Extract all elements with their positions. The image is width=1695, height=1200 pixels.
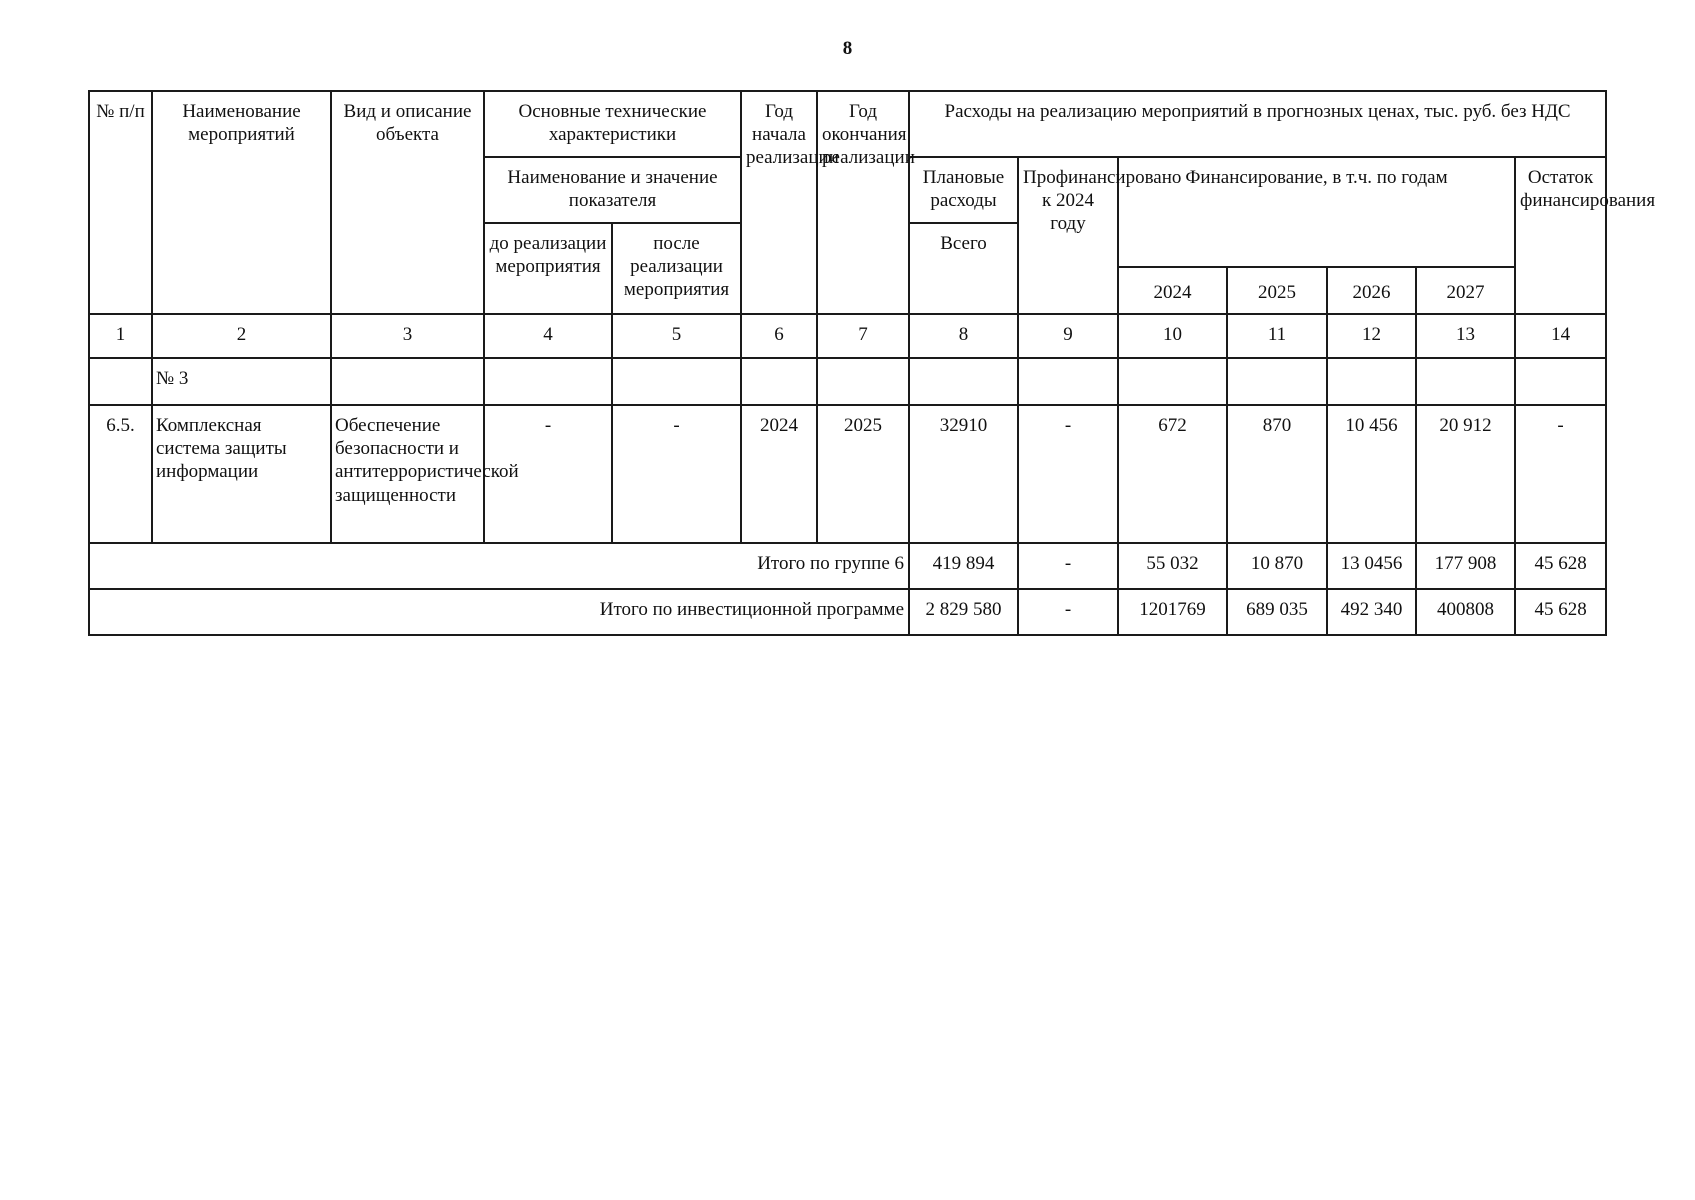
total-row-program bbox=[89, 589, 1606, 635]
row-number: 6.5. bbox=[89, 405, 152, 543]
row-planned-total: 32910 bbox=[909, 405, 1018, 543]
header-number: № п/п bbox=[89, 91, 152, 314]
column-number: 10 bbox=[1118, 314, 1227, 358]
header-year-2024: 2024 bbox=[1118, 267, 1227, 314]
group-label: № 3 bbox=[152, 358, 331, 405]
header-financing: Финансирование, в т.ч. по годам bbox=[1118, 157, 1515, 267]
header-year-start: Год начала реализации bbox=[741, 91, 817, 314]
header-year-end: Год окончания реализации bbox=[817, 91, 909, 314]
header-year-2025: 2025 bbox=[1227, 267, 1327, 314]
column-number: 1 bbox=[89, 314, 152, 358]
total-program-2026: 492 340 bbox=[1327, 589, 1416, 635]
column-number: 14 bbox=[1515, 314, 1606, 358]
total-program-2024: 1201769 bbox=[1118, 589, 1227, 635]
header-remaining: Остаток финансирования bbox=[1515, 157, 1606, 314]
row-2025: 870 bbox=[1227, 405, 1327, 543]
row-remaining: - bbox=[1515, 405, 1606, 543]
column-number: 13 bbox=[1416, 314, 1515, 358]
column-number: 6 bbox=[741, 314, 817, 358]
total-group-2024: 55 032 bbox=[1118, 543, 1227, 589]
total-group-planned: 419 894 bbox=[909, 543, 1018, 589]
total-group-2027: 177 908 bbox=[1416, 543, 1515, 589]
header-expenses: Расходы на реализацию мероприятий в прогнозных ценах, тыс. руб. без НДС bbox=[909, 91, 1606, 157]
total-group-remaining: 45 628 bbox=[1515, 543, 1606, 589]
row-year-end: 2025 bbox=[817, 405, 909, 543]
group-row bbox=[89, 358, 1606, 405]
column-number: 8 bbox=[909, 314, 1018, 358]
column-number: 12 bbox=[1327, 314, 1416, 358]
total-program-prefinanced: - bbox=[1018, 589, 1118, 635]
row-before: - bbox=[484, 405, 612, 543]
column-number: 11 bbox=[1227, 314, 1327, 358]
column-number: 7 bbox=[817, 314, 909, 358]
page-number: 8 bbox=[842, 38, 853, 59]
header-measure-name: Наименование мероприятий bbox=[152, 91, 331, 314]
table-row bbox=[89, 405, 1606, 543]
row-2026: 10 456 bbox=[1327, 405, 1416, 543]
total-row-group bbox=[89, 543, 1606, 589]
header-indicator: Наименование и значение показателя bbox=[484, 157, 741, 223]
header-prefinanced: Профинансировано к 2024 году bbox=[1018, 157, 1118, 314]
row-prefinanced: - bbox=[1018, 405, 1118, 543]
total-program-2027: 400808 bbox=[1416, 589, 1515, 635]
total-group-2025: 10 870 bbox=[1227, 543, 1327, 589]
row-2024: 672 bbox=[1118, 405, 1227, 543]
total-program-label: Итого по инвестиционной программе bbox=[89, 589, 909, 635]
column-number: 5 bbox=[612, 314, 741, 358]
header-object-description: Вид и описание объекта bbox=[331, 91, 484, 314]
total-program-remaining: 45 628 bbox=[1515, 589, 1606, 635]
row-object-description: Обеспечение безопасности и антитеррористической защищенности bbox=[331, 405, 484, 543]
header-year-2026: 2026 bbox=[1327, 267, 1416, 314]
row-year-start: 2024 bbox=[741, 405, 817, 543]
column-numbers-row bbox=[89, 314, 1606, 358]
column-number: 2 bbox=[152, 314, 331, 358]
header-total: Всего bbox=[909, 223, 1018, 314]
header-tech-characteristics: Основные технические характеристики bbox=[484, 91, 741, 157]
total-group-2026: 13 0456 bbox=[1327, 543, 1416, 589]
total-program-planned: 2 829 580 bbox=[909, 589, 1018, 635]
header-year-2027: 2027 bbox=[1416, 267, 1515, 314]
row-after: - bbox=[612, 405, 741, 543]
column-number: 4 bbox=[484, 314, 612, 358]
total-group-label: Итого по группе 6 bbox=[89, 543, 909, 589]
total-program-2025: 689 035 bbox=[1227, 589, 1327, 635]
total-group-prefinanced: - bbox=[1018, 543, 1118, 589]
column-number: 9 bbox=[1018, 314, 1118, 358]
header-after: после реализации мероприятия bbox=[612, 223, 741, 314]
row-2027: 20 912 bbox=[1416, 405, 1515, 543]
header-planned: Плановые расходы bbox=[909, 157, 1018, 223]
row-measure-name: Комплексная система защиты информации bbox=[152, 405, 331, 543]
header-before: до реализации мероприятия bbox=[484, 223, 612, 314]
investment-program-table bbox=[88, 90, 1656, 636]
column-number: 3 bbox=[331, 314, 484, 358]
